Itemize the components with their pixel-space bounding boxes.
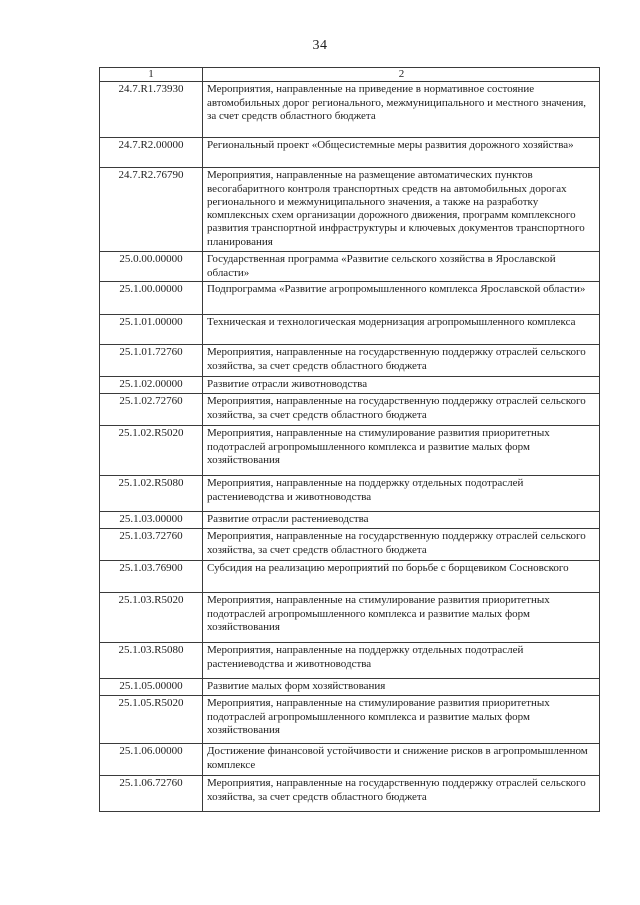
row-code: 25.1.06.00000	[100, 744, 203, 776]
row-code: 25.1.03.00000	[100, 512, 203, 529]
row-name: Мероприятия, направленные на государственную поддержку отраслей сельского хозяйства, за счет средств областного бюджета	[203, 529, 600, 561]
row-name: Мероприятия, направленные на государственную поддержку отраслей сельского хозяйства, за счет средств областного бюджета	[203, 776, 600, 812]
row-name: Мероприятия, направленные на приведение в нормативное состояние автомобильных дорог регионального, межмуниципального и местного значения, за счет средств областного бюджета	[203, 82, 600, 138]
table-row	[100, 776, 600, 812]
table-row	[100, 252, 600, 282]
row-name: Достижение финансовой устойчивости и снижение рисков в агропромышленном комплексе	[203, 744, 600, 776]
row-name: Мероприятия, направленные на государственную поддержку отраслей сельского хозяйства, за счет средств областного бюджета	[203, 394, 600, 426]
row-code: 25.1.06.72760	[100, 776, 203, 812]
row-name: Мероприятия, направленные на стимулирование развития приоритетных подотраслей агропромышленного комплекса и развитие малых форм хозяйствования	[203, 426, 600, 476]
table-row	[100, 345, 600, 377]
row-code: 25.1.02.R5020	[100, 426, 203, 476]
table-row	[100, 315, 600, 345]
row-code: 25.1.05.00000	[100, 679, 203, 696]
row-name: Мероприятия, направленные на поддержку отдельных подотраслей растениеводства и животноводства	[203, 643, 600, 679]
row-code: 25.1.03.R5080	[100, 643, 203, 679]
row-code: 25.1.02.72760	[100, 394, 203, 426]
budget-classification-table	[99, 67, 600, 812]
table-row	[100, 593, 600, 643]
table-row	[100, 282, 600, 315]
row-name: Развитие малых форм хозяйствования	[203, 679, 600, 696]
row-name: Мероприятия, направленные на стимулирование развития приоритетных подотраслей агропромышленного комплекса и развитие малых форм хозяйствования	[203, 593, 600, 643]
row-name: Региональный проект «Общесистемные меры развития дорожного хозяйства»	[203, 138, 600, 168]
column-header-code: 1	[100, 68, 203, 82]
row-code: 25.1.01.00000	[100, 315, 203, 345]
table-row	[100, 744, 600, 776]
row-code: 24.7.R2.76790	[100, 168, 203, 252]
column-header-name: 2	[203, 68, 600, 82]
row-code: 25.0.00.00000	[100, 252, 203, 282]
table-row	[100, 394, 600, 426]
table-row	[100, 426, 600, 476]
table-header-row	[100, 68, 600, 82]
table-row	[100, 561, 600, 593]
row-code: 25.1.05.R5020	[100, 696, 203, 744]
row-name: Мероприятия, направленные на размещение автоматических пунктов весогабаритного контроля транспортных средств на автомобильных дорогах регионального и межмуниципального значения, а также на разработку комплексных схем организации дорожного движения, программ комплексного развития транспортной инфраструктуры и ключевых документов транспортного планирования	[203, 168, 600, 252]
row-code: 24.7.R1.73930	[100, 82, 203, 138]
table-row	[100, 643, 600, 679]
row-code: 25.1.00.00000	[100, 282, 203, 315]
row-code: 25.1.02.R5080	[100, 476, 203, 512]
table-row	[100, 82, 600, 138]
row-code: 25.1.01.72760	[100, 345, 203, 377]
row-name: Мероприятия, направленные на государственную поддержку отраслей сельского хозяйства, за счет средств областного бюджета	[203, 345, 600, 377]
row-name: Мероприятия, направленные на поддержку отдельных подотраслей растениеводства и животноводства	[203, 476, 600, 512]
row-name: Техническая и технологическая модернизация агропромышленного комплекса	[203, 315, 600, 345]
row-name: Государственная программа «Развитие сельского хозяйства в Ярославской области»	[203, 252, 600, 282]
row-name: Развитие отрасли растениеводства	[203, 512, 600, 529]
table-row	[100, 512, 600, 529]
row-code: 24.7.R2.00000	[100, 138, 203, 168]
row-name: Мероприятия, направленные на стимулирование развития приоритетных подотраслей агропромышленного комплекса и развитие малых форм хозяйствования	[203, 696, 600, 744]
table-row	[100, 529, 600, 561]
table-row	[100, 476, 600, 512]
table-row	[100, 696, 600, 744]
table-row	[100, 138, 600, 168]
row-code: 25.1.02.00000	[100, 377, 203, 394]
table-row	[100, 679, 600, 696]
page-number: 34	[312, 38, 328, 53]
row-code: 25.1.03.76900	[100, 561, 203, 593]
table-row	[100, 168, 600, 252]
row-code: 25.1.03.R5020	[100, 593, 203, 643]
row-code: 25.1.03.72760	[100, 529, 203, 561]
table-row	[100, 377, 600, 394]
row-name: Развитие отрасли животноводства	[203, 377, 600, 394]
row-name: Субсидия на реализацию мероприятий по борьбе с борщевиком Сосновского	[203, 561, 600, 593]
row-name: Подпрограмма «Развитие агропромышленного комплекса Ярославской области»	[203, 282, 600, 315]
